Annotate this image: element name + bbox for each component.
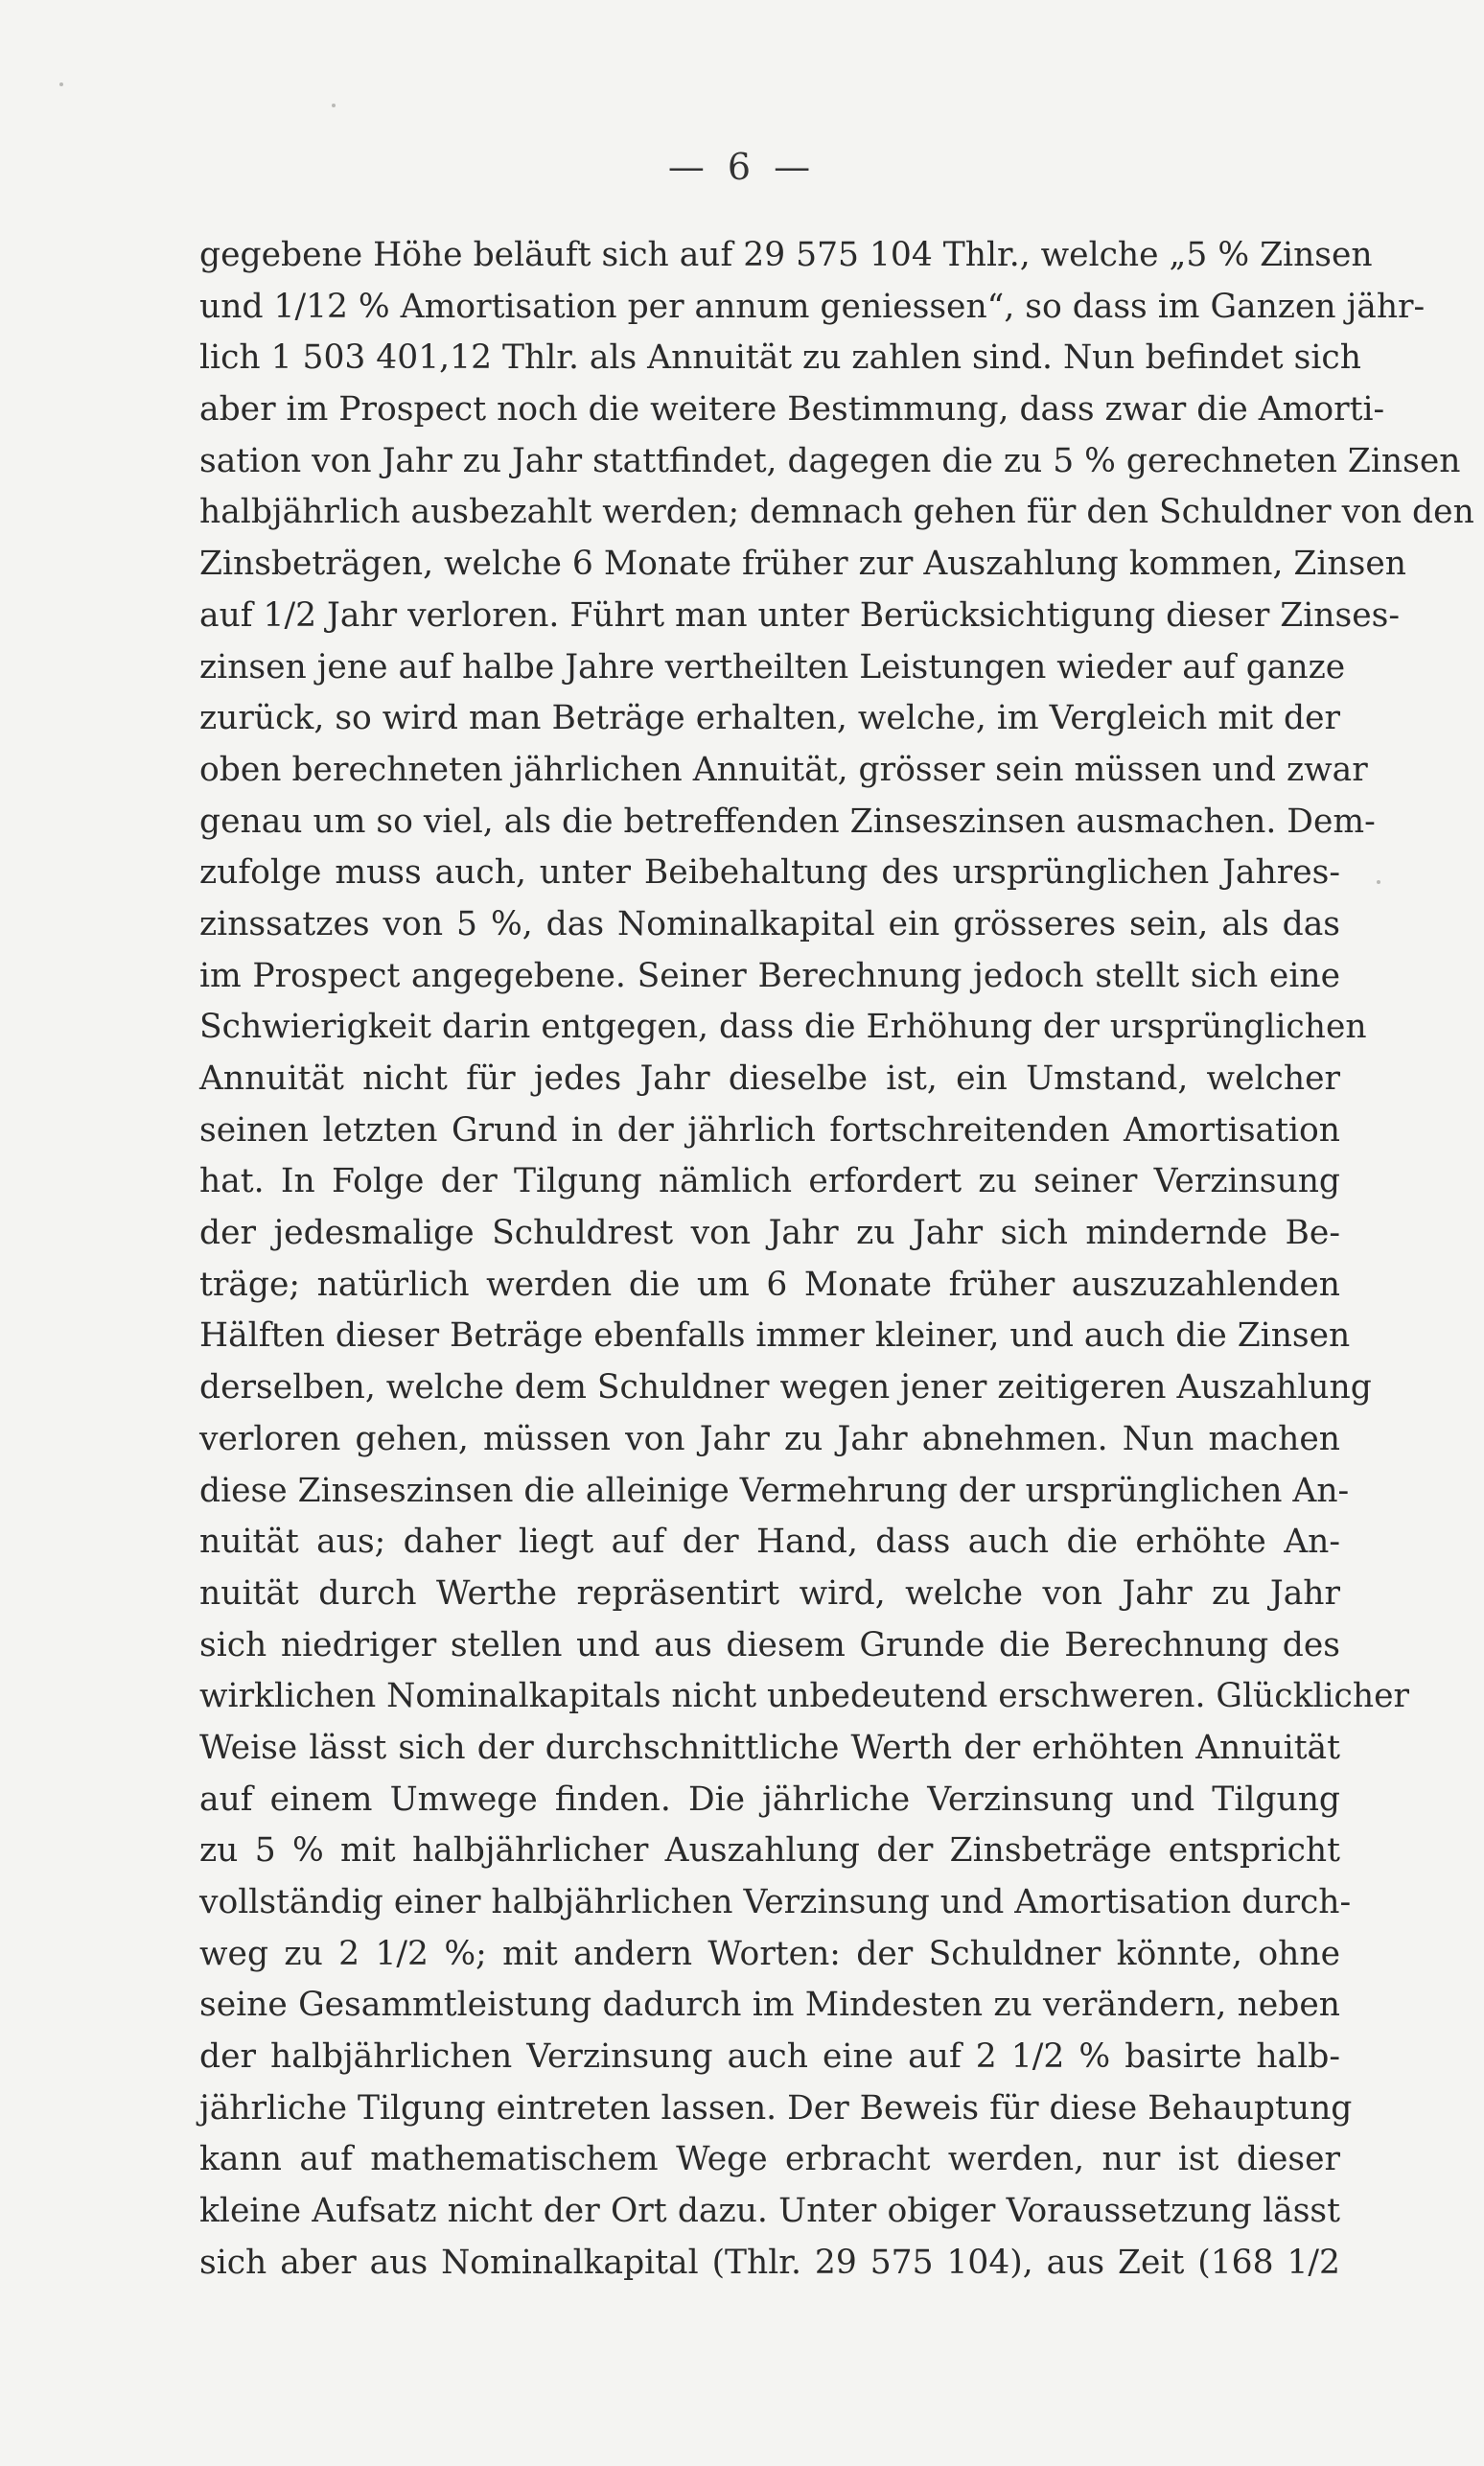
text-line: oben berechneten jährlichen Annuität, grösser sein müssen und zwar <box>199 750 1368 789</box>
text-line: Annuität nicht für jedes Jahr dieselbe ist, ein Umstand, welcher <box>199 1059 1340 1098</box>
text-line: zinsen jene auf halbe Jahre vertheilten Leistungen wieder auf ganze <box>199 647 1346 686</box>
text-line: kann auf mathematischem Wege erbracht werden, nur ist dieser <box>199 2140 1340 2179</box>
text-line: der jedesmalige Schuldrest von Jahr zu Jahr sich mindernde Be- <box>199 1214 1340 1253</box>
text-line: auf 1/2 Jahr verloren. Führt man unter Berücksichtigung dieser Zinses- <box>199 595 1400 635</box>
text-line: seinen letzten Grund in der jährlich fortschreitenden Amortisation <box>199 1110 1340 1150</box>
text-line: gegebene Höhe beläuft sich auf 29 575 104 Thlr., welche „5 % Zinsen <box>199 236 1373 274</box>
text-line: sich aber aus Nominalkapital (Thlr. 29 575 104), aus Zeit (168 1/2 <box>199 2243 1340 2282</box>
text-line: der halbjährlichen Verzinsung auch eine auf 2 1/2 % basirte halb- <box>199 2037 1340 2077</box>
text-line: nuität durch Werthe repräsentirt wird, welche von Jahr zu Jahr <box>199 1573 1340 1613</box>
text-line: im Prospect angegebene. Seiner Berechnung jedoch stellt sich eine <box>199 956 1340 995</box>
text-line: auf einem Umwege finden. Die jährliche Verzinsung und Tilgung <box>199 1780 1340 1819</box>
paper-speck <box>1377 880 1380 884</box>
text-line: zufolge muss auch, unter Beibehaltung des ursprünglichen Jahres- <box>199 853 1340 893</box>
paper-speck <box>332 104 336 107</box>
text-line: diese Zinseszinsen die alleinige Vermehrung der ursprünglichen An- <box>199 1471 1350 1510</box>
page-number: — 6 — <box>667 146 817 188</box>
text-line: genau um so viel, als die betreffenden Zinseszinsen ausmachen. Dem- <box>199 802 1376 841</box>
paper-speck <box>59 82 63 86</box>
text-line: kleine Aufsatz nicht der Ort dazu. Unter obiger Voraussetzung lässt <box>199 2192 1340 2231</box>
text-line: seine Gesammtleistung dadurch im Mindesten zu verändern, neben <box>199 1986 1340 2025</box>
text-line: und 1/12 % Amortisation per annum geniessen“, so dass im Ganzen jähr- <box>199 287 1426 326</box>
text-line: zinssatzes von 5 %, das Nominalkapital ein grösseres sein, als das <box>199 904 1340 943</box>
text-line: Schwierigkeit darin entgegen, dass die Erhöhung der ursprünglichen <box>199 1008 1367 1047</box>
body-text <box>199 230 1474 2290</box>
text-line: lich 1 503 401,12 Thlr. als Annuität zu zahlen sind. Nun befindet sich <box>199 338 1361 378</box>
text-line: hat. In Folge der Tilgung nämlich erfordert zu seiner Verzinsung <box>199 1162 1340 1201</box>
text-line: aber im Prospect noch die weitere Bestimmung, dass zwar die Amorti- <box>199 390 1385 430</box>
text-line: weg zu 2 1/2 %; mit andern Worten: der Schuldner könnte, ohne <box>199 1934 1340 1973</box>
text-line: Hälften dieser Beträge ebenfalls immer kleiner, und auch die Zinsen <box>199 1316 1351 1356</box>
text-line: sich niedriger stellen und aus diesem Grunde die Berechnung des <box>199 1625 1340 1664</box>
text-line: nuität aus; daher liegt auf der Hand, dass auch die erhöhte An- <box>199 1523 1340 1562</box>
text-line: verloren gehen, müssen von Jahr zu Jahr abnehmen. Nun machen <box>199 1419 1340 1458</box>
text-line: Zinsbeträgen, welche 6 Monate früher zur Auszahlung kommen, Zinsen <box>199 545 1406 584</box>
text-line: vollständig einer halbjährlichen Verzinsung und Amortisation durch- <box>199 1883 1352 1921</box>
text-line: derselben, welche dem Schuldner wegen jener zeitigeren Auszahlung <box>199 1368 1372 1407</box>
text-line: zurück, so wird man Beträge erhalten, welche, im Vergleich mit der <box>199 699 1340 738</box>
text-line: träge; natürlich werden die um 6 Monate früher auszuzahlenden <box>199 1265 1340 1304</box>
text-line: wirklichen Nominalkapitals nicht unbedeutend erschweren. Glücklicher <box>199 1677 1409 1716</box>
text-line: jährliche Tilgung eintreten lassen. Der Beweis für diese Behauptung <box>199 2088 1353 2128</box>
text-line: zu 5 % mit halbjährlicher Auszahlung der Zinsbeträge entspricht <box>199 1831 1340 1871</box>
text-line: sation von Jahr zu Jahr stattfindet, dagegen die zu 5 % gerechneten Zinsen <box>199 441 1461 480</box>
text-line: Weise lässt sich der durchschnittliche Werth der erhöhten Annuität <box>199 1728 1340 1767</box>
text-line: halbjährlich ausbezahlt werden; demnach gehen für den Schuldner von den <box>199 493 1474 532</box>
